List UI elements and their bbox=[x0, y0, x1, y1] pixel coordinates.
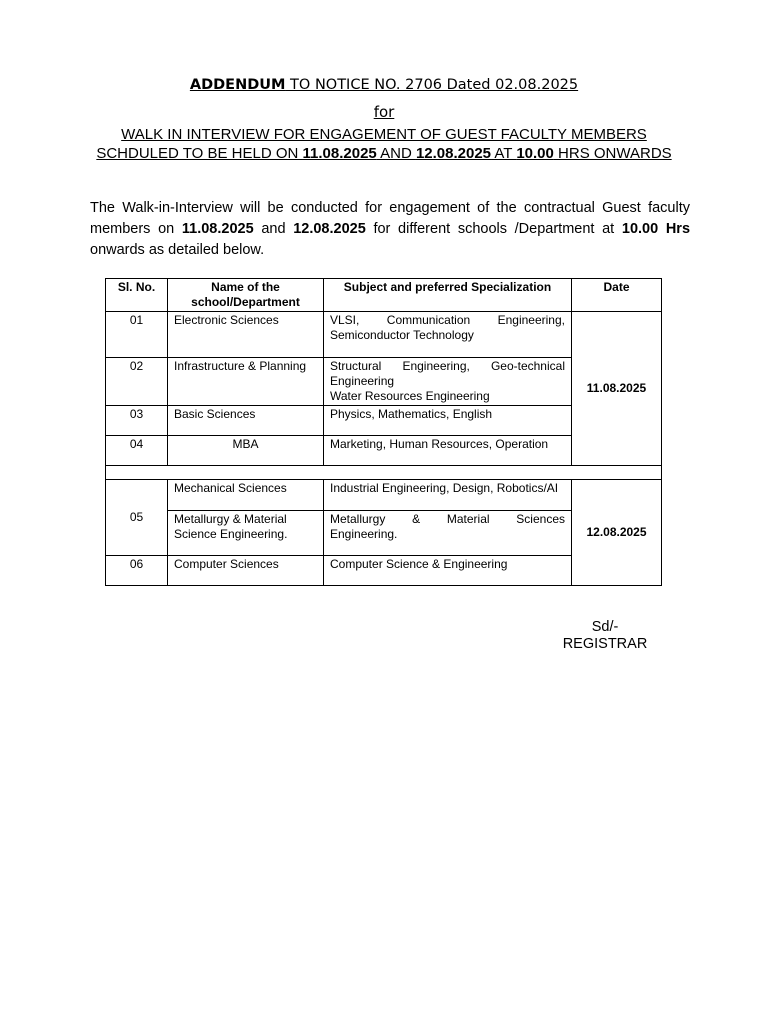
signature-sd: Sd/- bbox=[591, 619, 619, 635]
heading-date-1: 11.08.2025 bbox=[302, 145, 377, 162]
school-cell: Computer Sciences bbox=[168, 556, 324, 586]
subject-line: Structural Engineering, Geo-technical Engineering bbox=[330, 359, 565, 388]
interview-heading bbox=[0, 125, 768, 163]
sl-cell: 02 bbox=[106, 358, 168, 406]
school-cell: Basic Sciences bbox=[168, 406, 324, 436]
intro-date-2: 12.08.2025 bbox=[293, 221, 366, 237]
header-text: Name of the school/Department bbox=[191, 280, 300, 309]
subject-cell: Metallurgy & Material Sciences Engineering. bbox=[324, 511, 572, 556]
sl-cell: 05 bbox=[106, 480, 168, 556]
header-school bbox=[168, 279, 324, 312]
subject-cell: Industrial Engineering, Design, Robotics/AI bbox=[324, 480, 572, 511]
heading-text: SCHDULED TO BE HELD ON bbox=[96, 145, 303, 162]
heading-text: HRS ONWARDS bbox=[553, 145, 672, 162]
heading-text: AND bbox=[376, 145, 416, 162]
date-cell: 11.08.2025 bbox=[572, 312, 662, 466]
subject-line: Water Resources Engineering bbox=[330, 389, 490, 403]
intro-paragraph bbox=[90, 198, 690, 261]
header-text: Sl. No. bbox=[117, 280, 156, 294]
table-spacer-row bbox=[106, 466, 662, 480]
intro-time: 10.00 Hrs bbox=[621, 221, 691, 237]
table-row bbox=[106, 480, 662, 511]
header-text: Subject and preferred Specialization bbox=[343, 280, 552, 294]
header-date bbox=[572, 279, 662, 312]
date-cell: 12.08.2025 bbox=[572, 480, 662, 586]
spacer-cell bbox=[106, 466, 662, 480]
addendum-word: ADDENDUM bbox=[189, 77, 286, 93]
schedule-table bbox=[105, 278, 662, 586]
school-cell: Mechanical Sciences bbox=[168, 480, 324, 511]
sl-cell: 03 bbox=[106, 406, 168, 436]
school-cell: Metallurgy & Material Science Engineering. bbox=[168, 511, 324, 556]
table-row bbox=[106, 312, 662, 358]
school-cell: Infrastructure & Planning bbox=[168, 358, 324, 406]
header-text: Date bbox=[603, 280, 630, 294]
subject-cell bbox=[324, 358, 572, 406]
sl-cell: 04 bbox=[106, 436, 168, 466]
sl-cell: 01 bbox=[106, 312, 168, 358]
subject-cell: Physics, Mathematics, English bbox=[324, 406, 572, 436]
subject-cell: Computer Science & Engineering bbox=[324, 556, 572, 586]
intro-date-1: 11.08.2025 bbox=[181, 221, 254, 237]
heading-text: AT bbox=[491, 145, 517, 162]
notice-reference: TO NOTICE NO. 2706 Dated 02.08.2025 bbox=[285, 77, 579, 93]
notice-title bbox=[0, 77, 768, 93]
subject-cell: VLSI, Communication Engineering, Semiconductor Technology bbox=[324, 312, 572, 358]
intro-text: for different schools /Department at bbox=[365, 221, 622, 237]
intro-text: The Walk-in-Interview will be conducted for engagement of the contractual Guest faculty members on bbox=[90, 200, 690, 237]
heading-line-1: WALK IN INTERVIEW FOR ENGAGEMENT OF GUEST FACULTY MEMBERS bbox=[121, 126, 647, 143]
table-header-row bbox=[106, 279, 662, 312]
subject-cell: Marketing, Human Resources, Operation bbox=[324, 436, 572, 466]
intro-text: onwards as detailed below. bbox=[90, 242, 265, 258]
sl-cell: 06 bbox=[106, 556, 168, 586]
title-for: for bbox=[373, 103, 395, 121]
header-subject bbox=[324, 279, 572, 312]
school-cell: Electronic Sciences bbox=[168, 312, 324, 358]
intro-text: and bbox=[253, 221, 294, 237]
heading-date-2: 12.08.2025 bbox=[415, 145, 492, 162]
heading-time: 10.00 bbox=[516, 145, 554, 162]
signature-registrar: REGISTRAR bbox=[562, 636, 648, 652]
school-cell: MBA bbox=[168, 436, 324, 466]
header-sl-no bbox=[106, 279, 168, 312]
